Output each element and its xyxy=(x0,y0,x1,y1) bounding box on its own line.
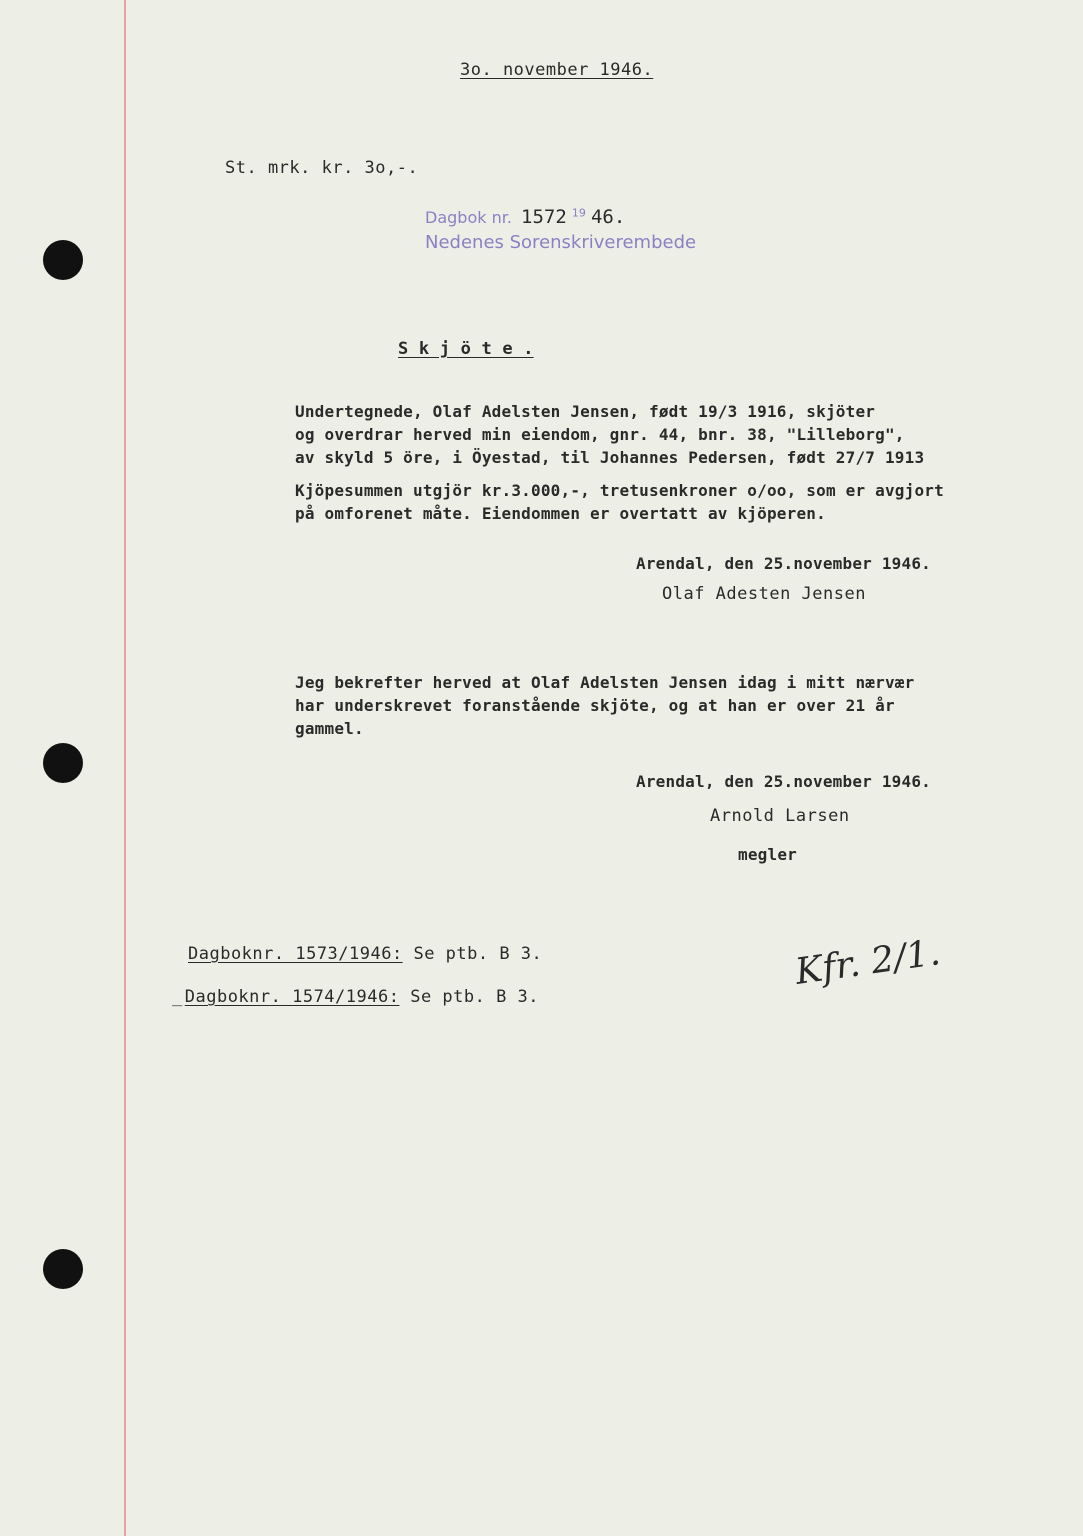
witness-name: Arnold Larsen xyxy=(710,806,850,826)
deed-line: Undertegnede, Olaf Adelsten Jensen, født 19/3 1916, skjöter xyxy=(295,402,876,421)
confirmation-line: har underskrevet foranstående skjöte, og at han er over 21 år xyxy=(295,696,895,715)
entry-text: Se ptb. B 3. xyxy=(413,944,543,964)
confirmation-place-date: Arendal, den 25.november 1946. xyxy=(636,772,931,791)
stamp-sup: 19 xyxy=(571,206,586,220)
deed-title: S k j ö t e . xyxy=(398,339,534,359)
punch-hole-middle xyxy=(43,743,83,783)
entry-ref: Dagboknr. 1574/1946: xyxy=(184,987,400,1007)
stamp-prefix: Dagbok nr. xyxy=(425,208,512,227)
stamp-number: 1572 xyxy=(521,206,567,228)
stamp-year: 46. xyxy=(590,206,626,228)
entry-ref: Dagboknr. 1573/1946: xyxy=(188,944,403,964)
deed-line: på omforenet måte. Eiendommen er overtatt av kjöperen. xyxy=(295,504,826,523)
deed-place-date: Arendal, den 25.november 1946. xyxy=(636,554,931,573)
deed-line: av skyld 5 öre, i Öyestad, til Johannes Pedersen, født 27/7 1913 xyxy=(295,448,925,467)
stamp-duty: St. mrk. kr. 3o,-. xyxy=(225,158,419,178)
confirmation-line: gammel. xyxy=(295,719,364,738)
deed-line: og overdrar herved min eiendom, gnr. 44, bnr. 38, "Lilleborg", xyxy=(295,425,905,444)
journal-entry xyxy=(188,944,542,964)
handwritten-note: Kfr. 2/1. xyxy=(792,932,943,993)
stamp-office: Nedenes Sorenskriverembede xyxy=(425,232,697,253)
deed-signature: Olaf Adesten Jensen xyxy=(662,584,866,604)
confirmation-line: Jeg bekrefter herved at Olaf Adelsten Jensen idag i mitt nærvær xyxy=(295,673,915,692)
journal-entry: _ Dagboknr. 1574/1946: Se ptb. B 3. xyxy=(172,987,540,1007)
header-date: 3o. november 1946. xyxy=(460,60,654,80)
deed-line: Kjöpesummen utgjör kr.3.000,-, tretusenkroner o/oo, som er avgjort xyxy=(295,481,944,500)
entry-text: Se ptb. B 3. xyxy=(410,987,540,1007)
punch-hole-bottom xyxy=(43,1249,83,1289)
punch-hole-top xyxy=(43,240,83,280)
margin-line xyxy=(124,0,126,1536)
witness-title: megler xyxy=(738,845,797,864)
